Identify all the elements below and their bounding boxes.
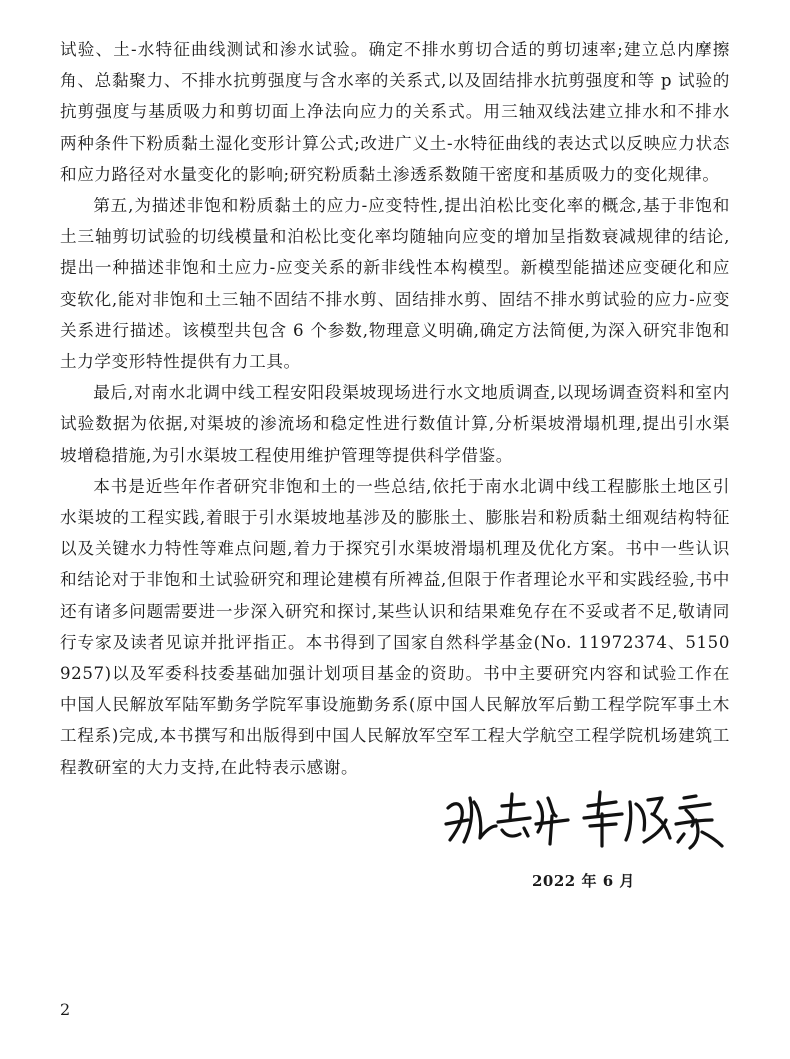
paragraph-2: 第五,为描述非饱和粉质黏土的应力-应变特性,提出泊松比变化率的概念,基于非饱和土三轴剪切试验的切线模量和泊松比变化率均随轴向应变的增加呈指数衰减规律的结论,提出一种描述非饱和土应力-应变关系的新非线性本构模型。新模型能描述应变硬化和应变软化,能对非饱和土三轴不固结不排水剪、固结排水剪、固结不排水剪试验的应力-应变关系进行描述。该模型共包含 6 个参数,物理意义明确,确定方法简便,为深入研究非饱和土力学变形特性提供有力工具。 xyxy=(60,196,730,372)
body-text xyxy=(60,34,730,783)
paragraph-3: 最后,对南水北调中线工程安阳段渠坡现场进行水文地质调查,以现场调查资料和室内试验数据为依据,对渠坡的渗流场和稳定性进行数值计算,分析渠坡滑塌机理,提出引水渠坡增稳措施,为引水渠坡工程使用维护管理等提供科学借鉴。 xyxy=(60,383,730,465)
page-number: 2 xyxy=(60,1000,71,1019)
paragraph-1: 试验、土-水特征曲线测试和渗水试验。确定不排水剪切合适的剪切速率;建立总内摩擦角、总黏聚力、不排水抗剪强度与含水率的关系式,以及固结排水抗剪强度和等 p 试验的抗剪强度与基质吸力和剪切面上净法向应力的关系式。用三轴双线法建立排水和不排水两种条件下粉质黏土湿化变形计算公式;改进广义土-水特征曲线的表达式以反映应力状态和应力路径对水量变化的影响;研究粉质黏土渗透系数随干密度和基质吸力的变化规律。 xyxy=(60,40,730,184)
paragraph-4: 本书是近些年作者研究非饱和土的一些总结,依托于南水北调中线工程膨胀土地区引水渠坡的工程实践,着眼于引水渠坡地基涉及的膨胀土、膨胀岩和粉质黏土细观结构特征以及关键水力特性等难点问题,着力于探究引水渠坡滑塌机理及优化方案。书中一些认识和结论对于非饱和土试验研究和理论建模有所裨益,但限于作者理论水平和实践经验,书中还有诸多问题需要进一步深入研究和探讨,某些认识和结果难免存在不妥或者不足,敬请同行专家及读者见谅并批评指正。本书得到了国家自然科学基金(No. 11972374、51509257)以及军委科技委基础加强计划项目基金的资助。书中主要研究内容和试验工作在中国人民解放军陆军勤务学院军事设施勤务系(原中国人民解放军后勤工程学院军事土木工程系)完成,本书撰写和出版得到中国人民解放军空军工程大学航空工程学院机场建筑工程教研室的大力支持,在此特表示感谢。 xyxy=(60,476,730,777)
signature-drawing xyxy=(440,780,740,860)
date-line: 2022 年 6 月 xyxy=(532,872,635,890)
handwritten-signature xyxy=(440,780,740,860)
